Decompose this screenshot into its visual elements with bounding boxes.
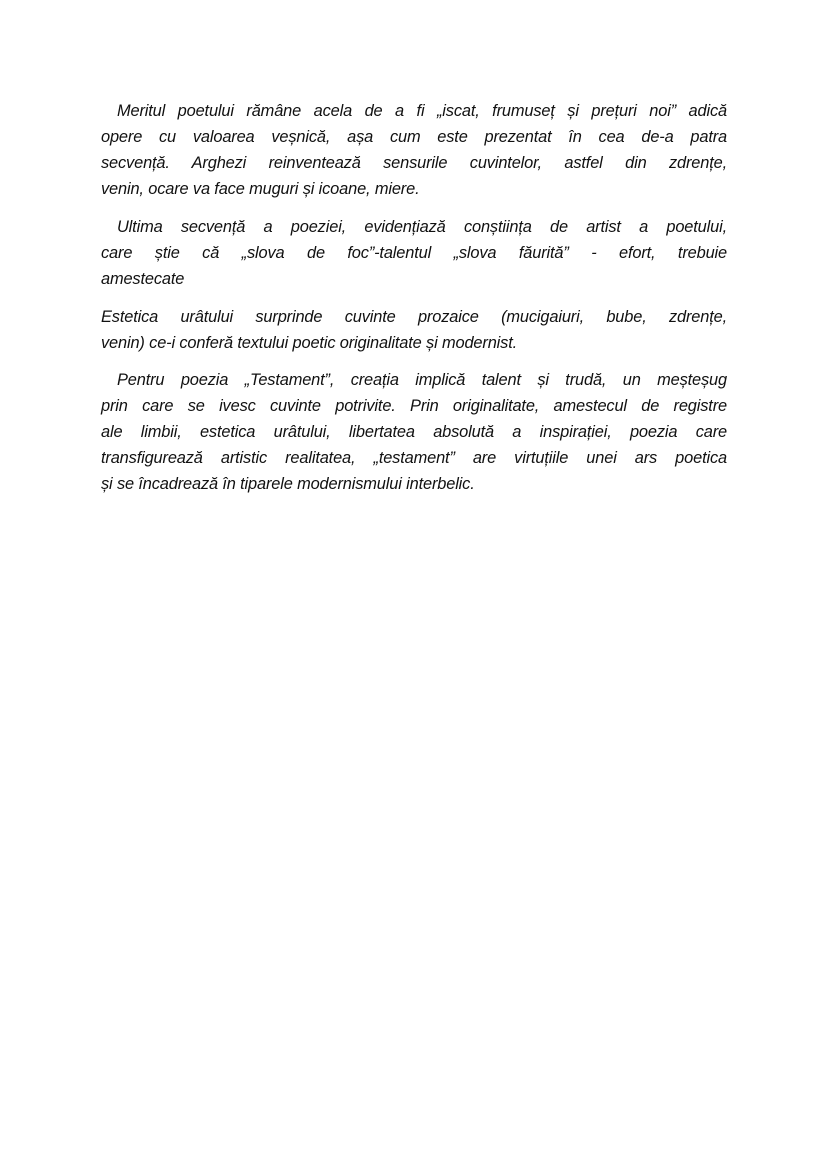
text-line: transfigurează artistic realitatea, „testament” are virtuțiile unei ars poetica — [101, 449, 727, 467]
text-line: venin) ce-i conferă textului poetic originalitate și modernist. — [101, 334, 518, 352]
text-line: Meritul poetului rămâne acela de a fi „iscat, frumuseț și prețuri noi” adică — [117, 102, 727, 120]
text-line: Estetica urâtului surprinde cuvinte prozaice (mucigaiuri, bube, zdrențe, — [101, 308, 727, 326]
paragraph-1 — [101, 98, 727, 202]
text-line: care știe că „slova de foc”-talentul „slova făurită” - efort, trebuie — [101, 244, 727, 262]
text-line: prin care se ivesc cuvinte potrivite. Prin originalitate, amestecul de registre — [101, 397, 727, 415]
text-line: Ultima secvență a poeziei, evidențiază conștiința de artist a poetului, — [117, 218, 727, 236]
text-line: Pentru poezia „Testament”, creația implică talent și trudă, un meșteșug — [117, 371, 727, 389]
text-line: venin, ocare va face muguri și icoane, miere. — [101, 180, 420, 198]
text-line: ale limbii, estetica urâtului, libertatea absolută a inspirației, poezia care — [101, 423, 727, 441]
text-line: și se încadrează în tiparele modernismului interbelic. — [101, 475, 475, 493]
paragraph-4 — [101, 367, 727, 497]
text-line: opere cu valoarea veșnică, așa cum este prezentat în cea de-a patra — [101, 128, 727, 146]
paragraph-3 — [101, 304, 727, 356]
text-line: amestecate — [101, 270, 185, 288]
text-line: secvență. Arghezi reinventează sensurile cuvintelor, astfel din zdrențe, — [101, 154, 727, 172]
paragraph-2 — [101, 214, 727, 292]
